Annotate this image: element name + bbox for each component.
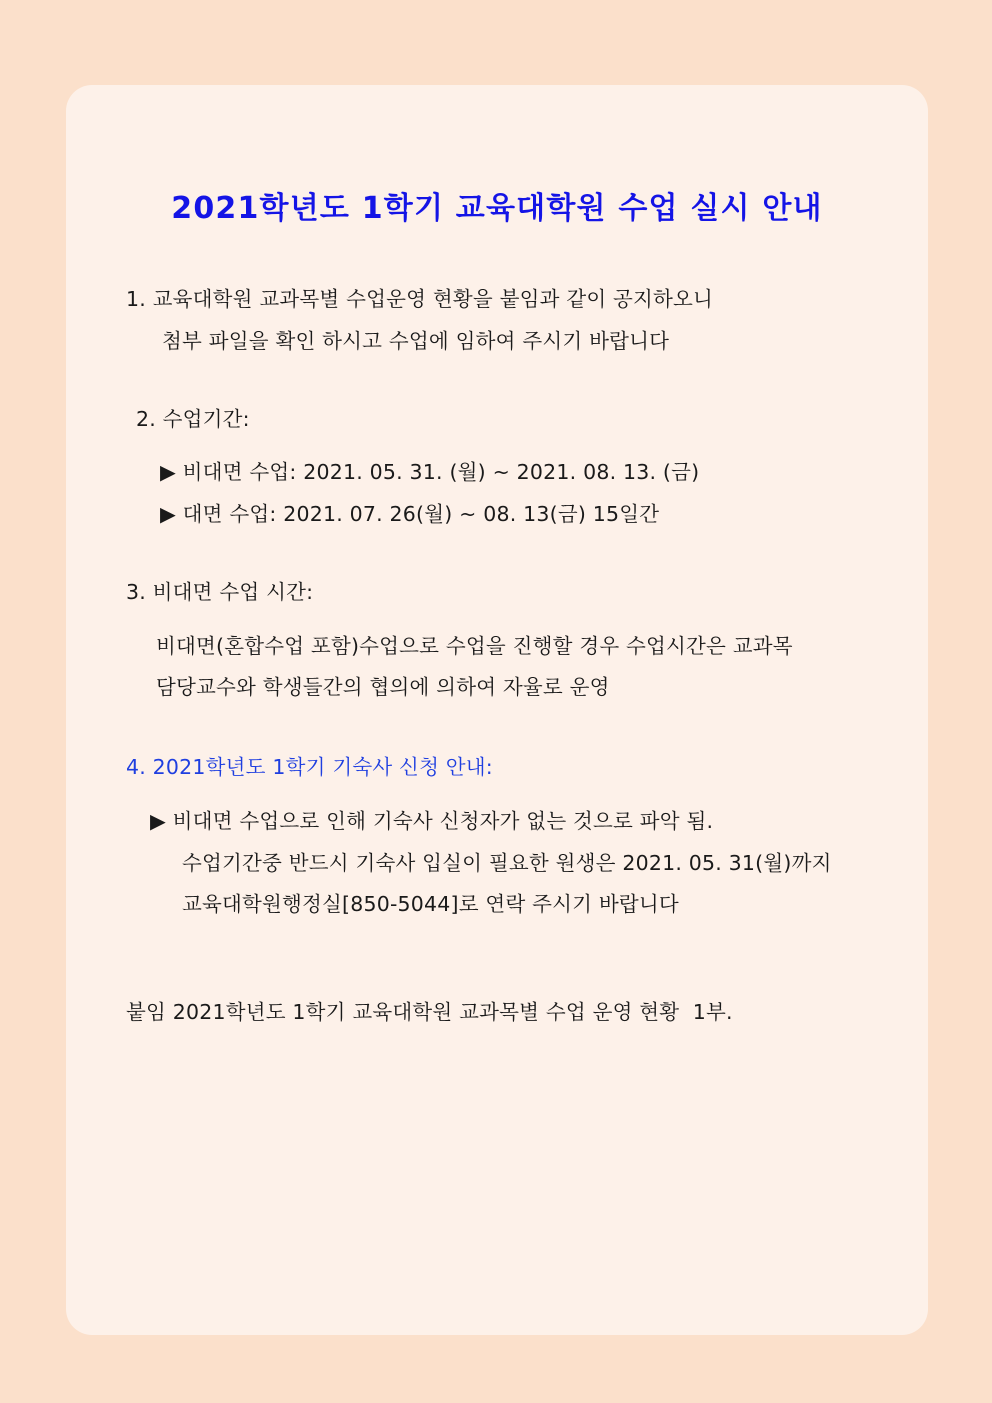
spacer [126,838,868,848]
item3-heading: 3. 비대면 수업 시간: [126,579,314,604]
document-body [126,284,868,1029]
item3-line1: 비대면(혼합수업 포함)수업으로 수업을 진행할 경우 수업시간은 교과목 [156,633,793,658]
item4-heading: 4. 2021학년도 1학기 기숙사 신청 안내: [126,755,493,780]
spacer [126,316,868,326]
section-item-2 [126,404,868,531]
document-page [66,85,928,1335]
spacer [126,784,868,806]
page-title: 2021학년도 1학기 교육대학원 수업 실시 안내 [171,191,823,226]
item4-bullet-1: ▶ 비대면 수업으로 인해 기숙사 신청자가 없는 것으로 파악 됨. [150,808,714,833]
section-item-4 [126,752,868,921]
spacer [126,662,868,672]
spacer [126,879,868,889]
section-item-3 [126,577,868,704]
item1-line2: 첨부 파일을 확인 하시고 수업에 임하여 주시기 바랍니다 [162,328,670,353]
item4-line2: 수업기간중 반드시 기숙사 입실이 필요한 원생은 2021. 05. 31(월)까지 [182,850,832,875]
attachment-line: 붙임 2021학년도 1학기 교육대학원 교과목별 수업 운영 현황 1부. [126,1000,733,1025]
section-item-1 [126,284,868,358]
spacer [126,489,868,499]
spacer [126,609,868,631]
attachment-note [126,997,868,1029]
item3-line2: 담당교수와 학생들간의 협의에 의하여 자율로 운영 [156,675,610,700]
item2-heading: 2. 수업기간: [136,406,250,431]
item4-line3: 교육대학원행정실[850-5044]로 연락 주시기 바랍니다 [182,892,679,917]
item2-bullet-1: ▶ 비대면 수업: 2021. 05. 31. (월) ~ 2021. 08. 13. (금) [160,460,700,485]
item2-bullet-2: ▶ 대면 수업: 2021. 07. 26(월) ~ 08. 13(금) 15일간 [160,502,660,527]
item1-line1: 1. 교육대학원 교과목별 수업운영 현황을 붙임과 같이 공지하오니 [126,287,714,311]
spacer [126,435,868,457]
